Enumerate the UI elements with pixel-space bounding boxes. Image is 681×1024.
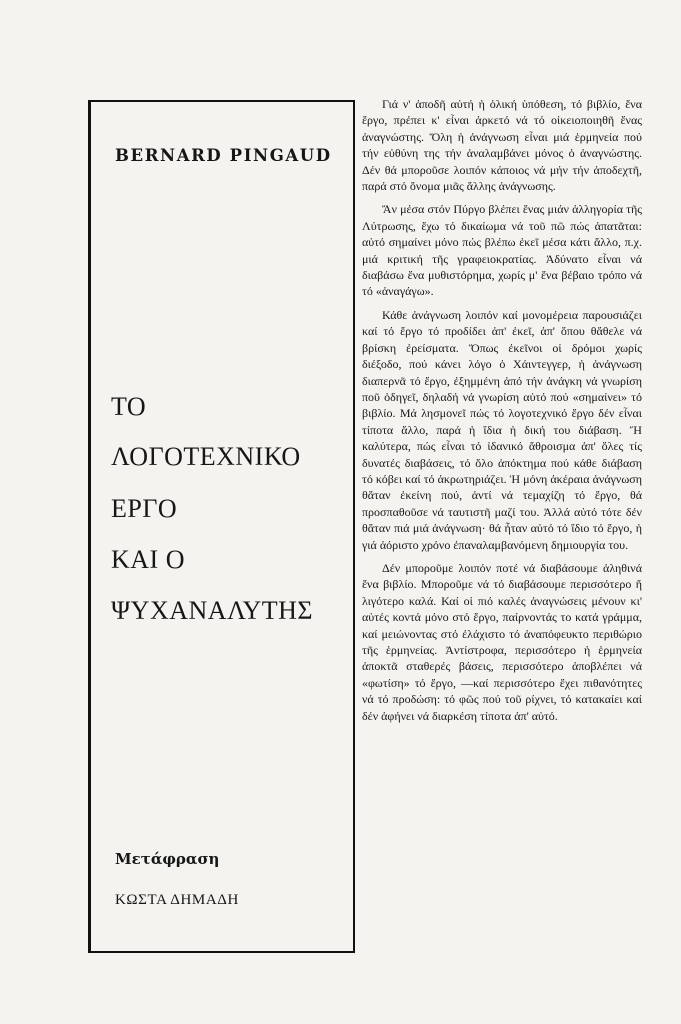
author-name: BERNARD PINGAUD bbox=[115, 146, 332, 165]
title-line-2: ΛΟΓΟΤΕΧΝΙΚΟ bbox=[111, 442, 301, 471]
title-line-1: ΤΟ bbox=[111, 392, 147, 421]
paragraph-3: Κάθε ἀνάγνωση λοιπόν καί μονομέρεια παρουσιάζει καί τό ἔργο τό προδίδει ἀπ' ἐκεῖ, ἀπ' ὅπου θἄθελε νά βρίσκη ἐρείσματα. Ὅπως ἐκεῖνοι οἱ δρόμοι χωρίς διέξοδο, πού κάνει λόγο ὁ Χάιντεγγερ, ἡ ἀνάγνωση διαπερνᾶ τό ἔργο, ἐξημμένη ἀπό τήν ἀνάγκη νά γνωρίση ποῦ ὁδηγεῖ, δηλαδή νά γνωρίση αὐτό πού «σημαίνει» τό βιβλίο. Μά λησμονεῖ πώς τό λογοτεχνικό ἔργο δέν εἶναι τίποτα ἄλλο, παρά ἡ ἴδια ἡ δική του διάβαση. Ἤ καλύτερα, πώς εἶναι τό ἰδανικό ἄθροισμα ἀπ' ὅλες τίς δυνατές διαβάσεις, τό ὅλο ἀπόκτημα πού κάθε διάβαση τό κόβει καί τό ἀκρωτηριάζει. Ἡ μόνη ἀκέραια ἀνάγνωση θἄταν ἐκείνη πού, ἀντί νά τεμαχίζη τό ἔργο, θά προσπαθοῦσε νά ταυτιστῆ μαζί του. Ἀλλά αὐτό τότε δέν θἄταν πιά μιά ἀνάγνωση· θά ἦταν αὐτό τό ἴδιο τό ἔργο, ἡ γιά ἀόριστο χρόνο ἐπαναλαμβανόμενη δημιουργία του. bbox=[362, 307, 642, 552]
paragraph-1: Γιά ν' ἀποδῆ αὐτή ἡ ὁλική ὑπόθεση, τό βιβλίο, ἕνα ἔργο, πρέπει κ' εἶναι ἀρκετό νά τό οἰκειοποιηθῆ ἕνας ἀναγνώστης. Ὅλη ἡ ἀνάγνωση εἶναι μιά ἑρμηνεία πού τήν εὐθύνη της τήν ἀναλαμβάνει μόνος ὁ ἀναγνώστης. Δέν θά μποροῦσε λοιπόν κάποιος νά μήν τήν ἀποδεχτῆ, παρά στό ὄνομα μιᾶς ἄλλης ἀνάγνωσης. bbox=[362, 97, 642, 194]
title-line-4: ΚΑΙ Ο bbox=[111, 545, 185, 574]
paragraph-4: Δέν μποροῦμε λοιπόν ποτέ νά διαβάσουμε ἀληθινά ἕνα βιβλίο. Μποροῦμε νά τό διαβάσουμε περισσότερο ἤ λιγότερο καλά. Καί οἱ πιό καλές ἀναγνώσεις μένουν κι' αὐτές κοντά μόνο στό ἔργο, παίρνοντάς το κατά γράμμα, καί μειώνοντας στό ἐλάχιστο τό ἀναπόφευκτο περιθώριο τῆς ἑρμηνείας. Ἀντίστροφα, περισσότερο ἡ ἑρμηνεία ἀποκτᾶ σταθερές βάσεις, περισσότερο ἀποβλέπει νά «φωτίση» τό ἔργο, —καί περισσότερο ἔχει πιθανότητες νά τό προδώση: τό φῶς πού τοῦ ρίχνει, τό κατακαίει καί δέν ἀφήνει νά διαρκέση τίποτα ἀπ' αὐτό. bbox=[362, 560, 642, 723]
translation-label: Μετάφραση bbox=[115, 850, 220, 868]
title-line-3: ΕΡΓΟ bbox=[111, 494, 178, 523]
book-title-panel bbox=[88, 100, 355, 953]
title-line-5: ΨΥΧΑΝΑΛΥΤΗΣ bbox=[111, 596, 314, 625]
paragraph-2: Ἄν μέσα στόν Πύργο βλέπει ἕνας μιάν ἀλληγορία τῆς Λύτρωσης, ἔχω τό δικαίωμα νά τοῦ πῶ πώς ἀπατᾶται: αὐτό σημαίνει μόνο πώς βλέπω ἐκεῖ μέσα κάτι ἄλλο, π.χ. μιά κριτική τῆς γραφειοκρατίας. Ἀδύνατο εἶναι νά διαβάσω ἕνα μυθιστόρημα, χωρίς μ' ἕνα βέβαιο τρόπο νά τό «ἀναγάγω». bbox=[362, 202, 642, 299]
body-text-column bbox=[362, 96, 642, 731]
translator-name: ΚΩΣΤΑ ΔΗΜΑΔΗ bbox=[115, 892, 239, 908]
